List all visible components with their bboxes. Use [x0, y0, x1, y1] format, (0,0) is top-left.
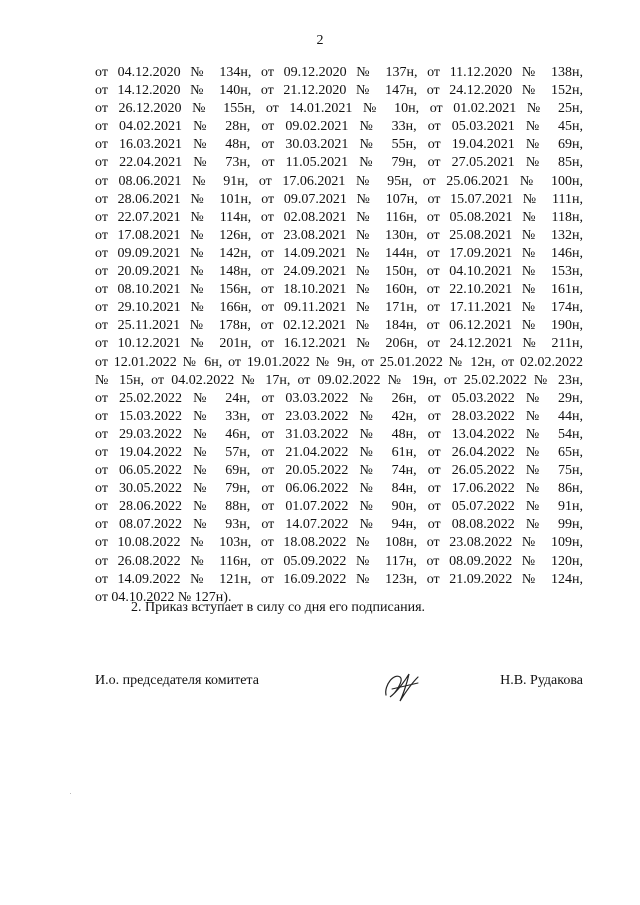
signer-name: Н.В. Рудакова	[500, 673, 583, 688]
ref-line: от 20.09.2021 № 148н, от 24.09.2021 № 150н, от 04.10.2021 № 153н,	[95, 264, 583, 280]
ref-line: от 08.06.2021 № 91н, от 17.06.2021 № 95н, от 25.06.2021 № 100н,	[95, 173, 583, 189]
ref-line: от 28.06.2022 № 88н, от 01.07.2022 № 90н, от 05.07.2022 № 91н,	[95, 499, 583, 515]
ref-line: от 10.08.2022 № 103н, от 18.08.2022 № 108н, от 23.08.2022 № 109н,	[95, 535, 583, 551]
ref-line: от 28.06.2021 № 101н, от 09.07.2021 № 107н, от 15.07.2021 № 111н,	[95, 191, 583, 207]
ref-line: от 25.02.2022 № 24н, от 03.03.2022 № 26н, от 05.03.2022 № 29н,	[95, 390, 583, 406]
signer-title: И.о. председателя комитета	[95, 673, 259, 688]
ref-line: от 22.04.2021 № 73н, от 11.05.2021 № 79н, от 27.05.2021 № 85н,	[95, 155, 583, 171]
ref-line: от 08.07.2022 № 93н, от 14.07.2022 № 94н, от 08.08.2022 № 99н,	[95, 517, 583, 533]
ref-line: от 29.03.2022 № 46н, от 31.03.2022 № 48н, от 13.04.2022 № 54н,	[95, 426, 583, 442]
handwritten-signature	[378, 665, 428, 705]
clause-2: 2. Приказ вступает в силу со дня его подписания.	[131, 600, 426, 615]
ref-line: от 30.05.2022 № 79н, от 06.06.2022 № 84н, от 17.06.2022 № 86н,	[95, 481, 583, 497]
ref-line: от 06.05.2022 № 69н, от 20.05.2022 № 74н, от 26.05.2022 № 75н,	[95, 463, 583, 479]
ref-line: от 09.09.2021 № 142н, от 14.09.2021 № 144н, от 17.09.2021 № 146н,	[95, 245, 583, 261]
ref-line: от 15.03.2022 № 33н, от 23.03.2022 № 42н, от 28.03.2022 № 44н,	[95, 408, 583, 424]
ref-line: от 17.08.2021 № 126н, от 23.08.2021 № 130н, от 25.08.2021 № 132н,	[95, 227, 583, 243]
page-number: 2	[316, 33, 324, 48]
scan-speck	[70, 793, 71, 794]
ref-line: от 29.10.2021 № 166н, от 09.11.2021 № 171н, от 17.11.2021 № 174н,	[95, 300, 583, 316]
ref-line: № 15н, от 04.02.2022 № 17н, от 09.02.2022 № 19н, от 25.02.2022 № 23н,	[95, 372, 583, 388]
signature-block	[95, 673, 583, 697]
ref-line: от 22.07.2021 № 114н, от 02.08.2021 № 116н, от 05.08.2021 № 118н,	[95, 209, 583, 225]
ref-line: от 04.12.2020 № 134н, от 09.12.2020 № 137н, от 11.12.2020 № 138н,	[95, 65, 583, 80]
ref-line: от 10.12.2021 № 201н, от 16.12.2021 № 206н, от 24.12.2021 № 211н,	[95, 336, 583, 352]
ref-line: от 12.01.2022 № 6н, от 19.01.2022 № 9н, от 25.01.2022 № 12н, от 02.02.2022	[95, 354, 583, 370]
ref-line: от 26.08.2022 № 116н, от 05.09.2022 № 117н, от 08.09.2022 № 120н,	[95, 553, 583, 569]
ref-line: от 14.12.2020 № 140н, от 21.12.2020 № 147н, от 24.12.2020 № 152н,	[95, 83, 583, 99]
ref-line: от 08.10.2021 № 156н, от 18.10.2021 № 160н, от 22.10.2021 № 161н,	[95, 282, 583, 298]
ref-line: от 25.11.2021 № 178н, от 02.12.2021 № 184н, от 06.12.2021 № 190н,	[95, 318, 583, 334]
ref-line: от 14.09.2022 № 121н, от 16.09.2022 № 123н, от 21.09.2022 № 124н,	[95, 571, 583, 587]
ref-line-last: от 04.10.2022 № 127н).	[95, 589, 232, 605]
order-references	[95, 64, 583, 607]
ref-line: от 16.03.2021 № 48н, от 30.03.2021 № 55н, от 19.04.2021 № 69н,	[95, 137, 583, 153]
ref-line: от 19.04.2022 № 57н, от 21.04.2022 № 61н, от 26.04.2022 № 65н,	[95, 444, 583, 460]
ref-line: от 04.02.2021 № 28н, от 09.02.2021 № 33н, от 05.03.2021 № 45н,	[95, 119, 583, 135]
ref-line: от 26.12.2020 № 155н, от 14.01.2021 № 10н, от 01.02.2021 № 25н,	[95, 101, 583, 117]
